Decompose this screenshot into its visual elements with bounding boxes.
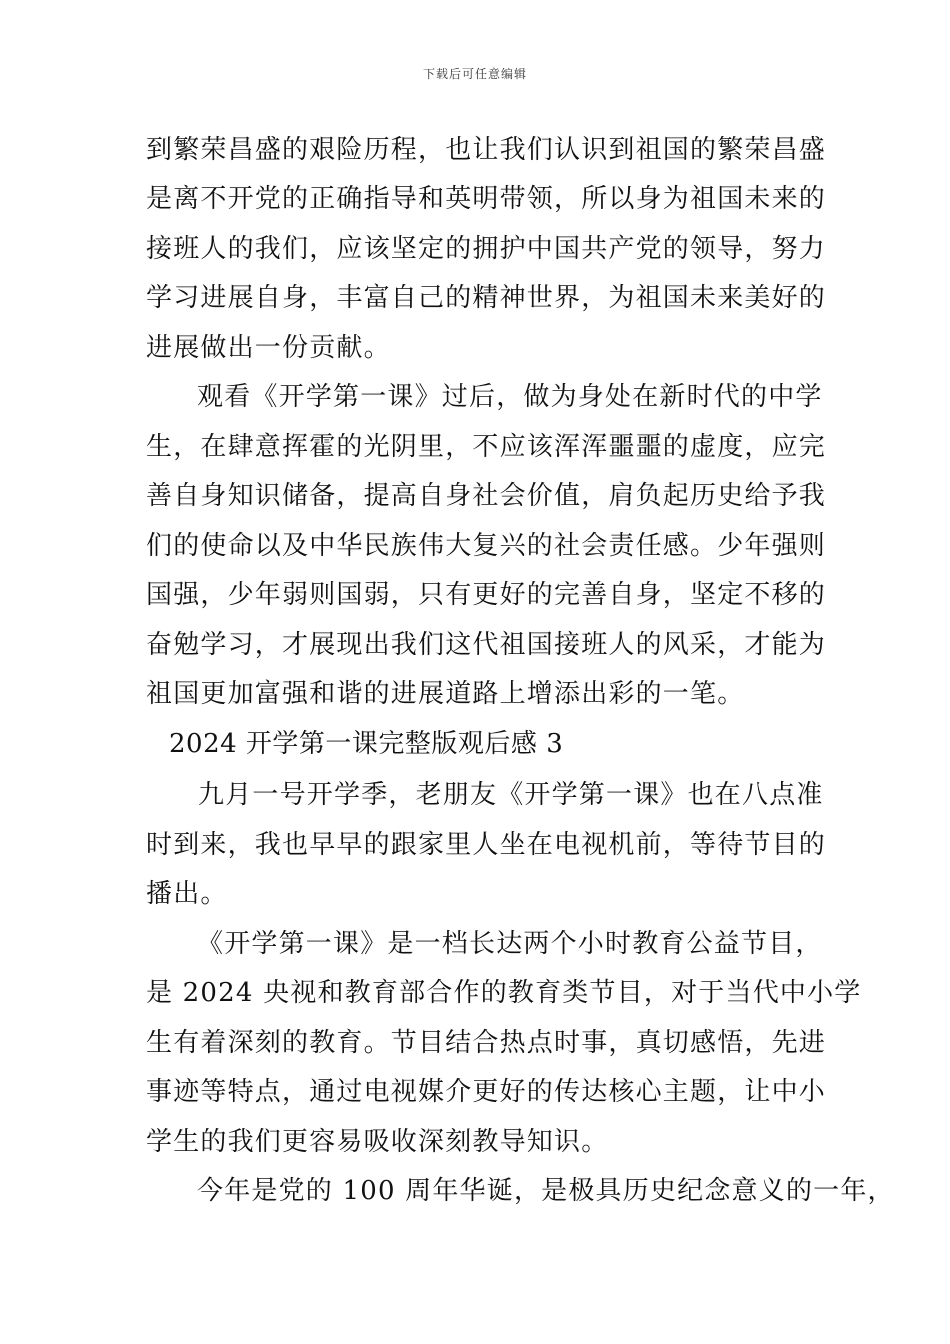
text-line: 到繁荣昌盛的艰险历程，也让我们认识到祖国的繁荣昌盛	[146, 135, 827, 165]
text-line: 祖国更加富强和谐的进展道路上增添出彩的一笔。	[146, 679, 745, 709]
text-line: 国强，少年弱则国弱，只有更好的完善自身，坚定不移的	[146, 580, 827, 610]
paragraph-start-line: 今年是党的 100 周年华诞，是极具历史纪念意义的一年，	[197, 1176, 895, 1206]
text-line: 善自身知识储备，提高自身社会价值，肩负起历史给予我	[146, 481, 827, 511]
paragraph-start-line: 《开学第一课》是一档长达两个小时教育公益节目，	[197, 929, 823, 959]
text-line: 生，在肆意挥霍的光阴里，不应该浑浑噩噩的虚度，应完	[146, 432, 827, 462]
text-line: 事迹等特点，通过电视媒介更好的传达核心主题，让中小	[146, 1077, 827, 1107]
text-line: 们的使命以及中华民族伟大复兴的社会责任感。少年强则	[146, 531, 827, 561]
text-line: 接班人的我们，应该坚定的拥护中国共产党的领导，努力	[146, 234, 827, 264]
text-line: 播出。	[146, 879, 228, 909]
text-line: 学习进展自身，丰富自己的精神世界，为祖国未来美好的	[146, 283, 827, 313]
text-line: 学生的我们更容易吸收深刻教导知识。	[146, 1127, 609, 1157]
section-heading: 2024 开学第一课完整版观后感 3	[169, 729, 564, 759]
text-line: 奋勉学习，才展现出我们这代祖国接班人的风采，才能为	[146, 630, 827, 660]
text-line: 是 2024 央视和教育部合作的教育类节目，对于当代中小学	[146, 978, 862, 1008]
text-line: 时到来，我也早早的跟家里人坐在电视机前，等待节目的	[146, 830, 827, 860]
text-line: 进展做出一份贡献。	[146, 333, 391, 363]
text-line: 是离不开党的正确指导和英明带领，所以身为祖国未来的	[146, 184, 827, 214]
paragraph-start-line: 九月一号开学季，老朋友《开学第一课》也在八点准	[198, 780, 824, 810]
paragraph-start-line: 观看《开学第一课》过后，做为身处在新时代的中学	[197, 382, 823, 412]
page-header: 下载后可任意编辑	[422, 67, 527, 81]
text-line: 生有着深刻的教育。节目结合热点时事，真切感悟，先进	[146, 1028, 827, 1058]
